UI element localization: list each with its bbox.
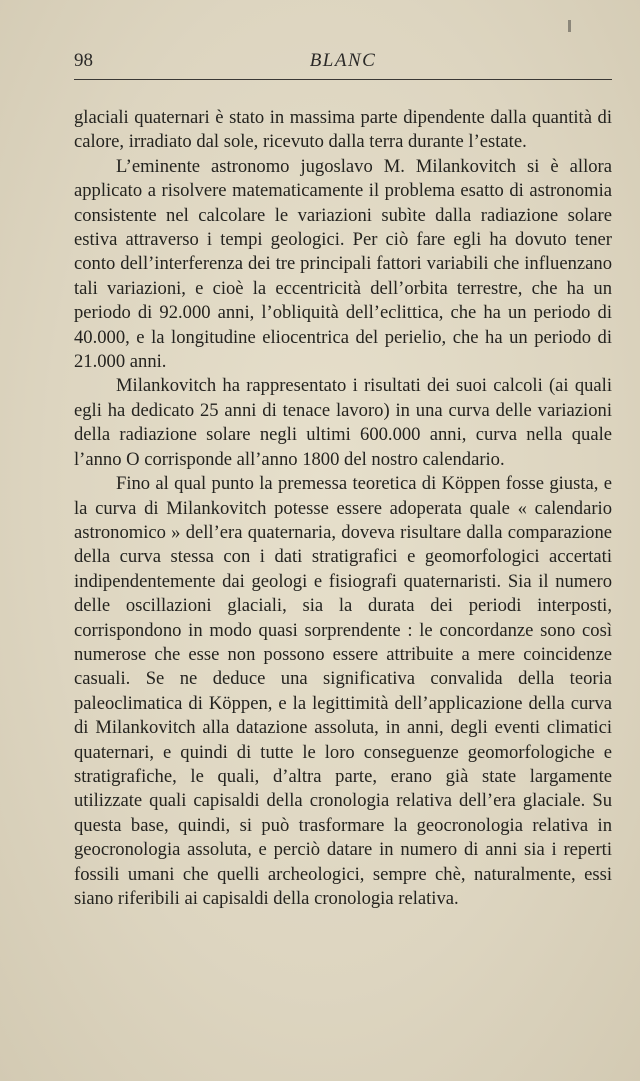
paragraph-4: Fino al qual punto la premessa teoretica di Köppen fosse giusta, e la curva di Milankovitch potesse essere adoperata quale « calendario astronomico » dell’era quaternaria, doveva risultare dalla comparazione della curva stessa con i dati stratigrafici e geomorfologici accertati indipendentemente dai geologi e fisiografi quaternaristi. Sia il numero delle oscillazioni glaciali, sia la durata dei periodi interposti, corrispondono in modo quasi sorprendente : le concordanze sono così numerose che esse non possono essere attribuite a mere coincidenze casuali. Se ne deduce una significativa convalida della teoria paleoclimatica di Köppen, e la legittimità dell’applicazione della curva di Milankovitch alla datazione assoluta, in anni, degli eventi climatici quaternari, e quindi di tutte le loro conseguenze geomorfologiche e stratigrafiche, le quali, d’altra parte, erano già state largamente utilizzate quali capisaldi della cronologia relativa dell’era glaciale. Su questa base, quindi, si può trasformare la geocronologia relativa in geocronologia assoluta, e perciò datare in numero di anni sia i reperti fossili umani che quelli archeologici, sempre chè, naturalmente, essi siano riferibili ai capisaldi della cronologia relativa. (74, 473, 612, 909)
page-header (74, 50, 612, 74)
print-smudge (568, 20, 571, 32)
paragraph-3: Milankovitch ha rappresentato i risultati dei suoi calcoli (ai quali egli ha dedicato 25 anni di tenace lavoro) in una curva delle variazioni della radiazione solare negli ultimi 600.000 anni, curva nella quale l’anno O corrisponde all’anno 1800 del nostro calendario. (74, 375, 612, 470)
header-rule (74, 79, 612, 80)
body-text (74, 106, 612, 911)
paragraph-2: L’eminente astronomo jugoslavo M. Milankovitch si è allora applicato a risolvere matematicamente il problema esatto di astronomia consistente nel calcolare le variazioni subìte dalla radiazione solare estiva attraverso i tempi geologici. Per ciò fare egli ha dovuto tener conto dell’interferenza dei tre principali fattori variabili che influenzano tali variazioni, e cioè la eccentricità dell’orbita terrestre, che ha un periodo di 92.000 anni, l’obliquità dell’eclittica, che ha un periodo di 40.000, e la longitudine eliocentrica del perielio, che ha un periodo di 21.000 anni. (74, 155, 612, 373)
paragraph-1: glaciali quaternari è stato in massima parte dipendente dalla quantità di calore, irradiato dal sole, ricevuto dalla terra durante l’estate. (74, 107, 612, 153)
running-head: BLANC (309, 50, 377, 71)
page-number: 98 (74, 50, 93, 71)
